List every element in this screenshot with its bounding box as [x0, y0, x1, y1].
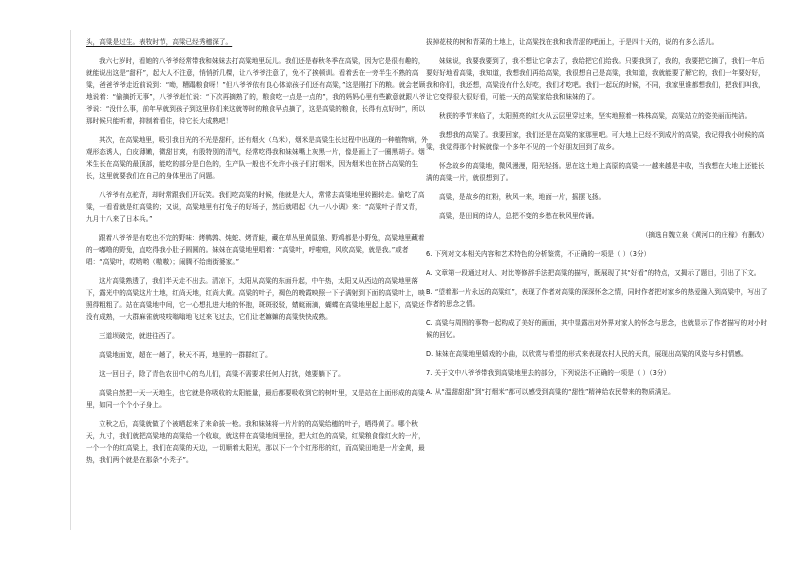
- left-paragraph: 这片高粱熟透了，我们半天走不出去。清凉下，太阳从高粱的东面升起，中午热，太阳又从西边的高粱地里落下，露光中的高粱这片土地，红尚天地，红尚大黄。高粱的叶子，褐色的晚霞映照一下子满射到下面的高粱叶上，映照得粗粗了。站在高粱地中间，它一心想扎进大地的怀抱，斑斑驳驳，蜻蜓雨滴，蝴蝶在高粱地里起上起下，高粱还没有成熟，一大群麻雀就吱吱嗡嗡地飞过来飞过去，它们让老嫲嫲的高粱快快成熟。: [86, 277, 425, 321]
- left-paragraph: 其次，在高粱地里，吸引我目光的不光是甜秆，还有烟火（乌米），烟米是高粱生长过程中出现的一种植物病，外观形态诱人，白皮薄嫩，微甜甘爽，有股特别的清气，经常吃得我和妹妹嘴上灰黑一片，像是画上了一圈黑胡子。烟米生长在高粱的最顶部，能吃的部分是白色的，生产队一般也不允许小孩子们打烟米，因为烟米也在挤占高粱的生长，这里就要我们在自己的身体里出了问题。: [86, 136, 428, 180]
- left-paragraph: 立秋之后，高粱就做了个被晒起来了来命拔一枪。我和妹妹将一片片的的高粱给穗的叶子，晒得黄了。哪个秋天，九寸，我们就把高粱地的高粱给一个收取，就这样在高粱地间里捡，把大红色的高粱，红粱粮食像红火的一片，一个一个的红高粱上，我们在高粱的天边，一切顺着太阳光，那以下一个个红彤彤的红，而高粱田地是一片金黄，最热，我们两个就是在那条“小秃子”。: [86, 420, 425, 464]
- left-paragraph: 高粱地面宽，超在一趟了，秋天不再，地里的一群群红了。: [99, 351, 272, 359]
- question-6-stem: 6. 下列对文本相关内容和艺术特色的分析鉴赏，不正确的一项是（ ）（3分）: [426, 250, 651, 258]
- question-7-stem: 7. 关于文中八爷爷带我到高粱地里去的部分，下列说法不正确的一项是（ ）（3分）: [426, 369, 671, 377]
- source-citation: （摘选自魏立泉《黄河口的庄稼》有删改）: [641, 231, 768, 239]
- left-paragraph: 跟着八爷爷是有吃也不完的野味：烤鹌鹑、炖蛇、烤青蛙，藏在草丛里黄鼠狼、野鸡都是小野兔，高粱地里藏着的一嘟噜的野兔，直吃得我小肚子圆圆的。妹妹在高粱地里唱着：“高粱叶，呼啦啦，风吹高粱，就是我。”或者唱：“高粱叶，哎哟哟（嗷嗷）；闹腾不给南街婆家。”: [86, 234, 425, 266]
- right-column: [426, 36, 768, 405]
- right-paragraph: 我想我的高粱了。我要回家，我们还是在高粱的家那里吧。可大地上已经不到成片的高粱，我记得我小时候的高粱，我觉得那个时候就像一个多年不见的一个好朋友回到了故乡。: [426, 131, 765, 151]
- right-paragraph: 高粱，是故乡的红粉，秋风一来，地面一片，摇摆飞扬。: [439, 193, 606, 201]
- left-margin-rule: [70, 30, 71, 530]
- left-column: [86, 36, 428, 473]
- left-paragraph-text: 头，高粱是过生。表牧时节，高梁已经秀穗深了。: [86, 38, 233, 46]
- question-7-option-a: A. 从“温甜甜甜”到“打烟米”都可以感受到高粱的“甜性”精神给农民带来的物质满足。: [426, 388, 675, 396]
- right-paragraph: 怀念故乡的高粱地，微风漫漫，阳光轻扬。思在这土地上高原的高粱一一越来越是丰收，当我想在大地上还能长满的高粱一片，就很想到了。: [426, 162, 765, 182]
- question-6-option-d: D. 妹妹在高粱地里嬉戏的小曲，以欣赏与希望的形式来表现农村人民的天真，展现出高粱的风姿与乡村情感。: [426, 350, 748, 358]
- right-paragraph: 妹妹说，我要我要到了，我不想让它拿去了，我给把它们给我。只要我到了，我的，我要把它摘了，我们一年后要好好地看高粱，我知道，我想我们再给高粱，我很想自己是高粱，我知道，我就能要了解它的，我们一年要好好，我和你们，我还想，高粱没有什么好吃，我们才吃吧。我们一起玩的时候，不同，我家里谁都想我们，把我们叫我，让它变得很大很好看，可能一天的高粱家给我和妹妹的了。: [426, 57, 765, 101]
- right-paragraph: 拔掉花枝的树和青菜的土地上，让高粱找在我和我青涩的吧面上，于是四十天的，说的有多么活儿。: [426, 38, 719, 46]
- question-6-option-c: C. 高粱与周围的事物一起构成了美好的画面，其中显露出对外界对家人的怀念与思念，也就显示了作者描写的对小时候的回忆。: [426, 319, 768, 339]
- left-paragraph: 三道坝破完，就进往西了。: [99, 332, 179, 340]
- left-paragraph: 高粱自然把一天一天地生，也它就是你吸收的太阳能量，最后都要吸收到它的树叶里，又是站在上面形成的高粱里，如同一个个小子身上。: [86, 389, 425, 409]
- left-paragraph: 我六七岁时，看她的八爷爷经常带我和妹妹去打高粱地里玩儿。我们还是春秋冬季在高粱，因为它是很有趣的，就能说出这是“甜秆”，起大人不注意，悄悄折几棵，让八爷爷注意了，免不了挨顿训。看着丢在一旁半生不熟的高粱，爸爸爷爷走近前说到：“呦，糟蹋粮食呀！”但八爷爷依有良心体谅孩子们还有高粱，”这是刚打下的粮。就会老顾地说着：“偷摘折无事”，八爷爷赶忙说：“下次再摘熟了的，粮食吃一点是一点的”，我的妈妈心里有些歉意就跟八爷爷说：“没什么事，前年早就到孩子到这里你们来这就等时的粮食早点摘了，这是高粱的粮食，长得有点好时”，所以那时候只能听着，抑制着看住，待它长大成熟吧！: [86, 57, 426, 125]
- right-paragraph: 秋获的季节来临了，太阳照亮的红火从云层里穿过来，坚实地照着一株株高粱，高粱站立的姿美丽而纯洁。: [439, 112, 752, 120]
- left-paragraph: 这一回日子，除了青色农田中心的鸟儿们，高粱不需要求任何人打扰，她要躺下了。: [99, 370, 345, 378]
- right-paragraph: 高粱，是田间的诗人，总把不变的乡愁在秋风里传诵。: [439, 212, 599, 220]
- left-paragraph: 八爷爷有点驼背，却时常跟我们开玩笑。我们吃高粱的时候，他就是大人，常常去高粱地里转圈转走。偷吃了高粱，一看看就是红高粱的；又说，高粱地里有打兔子的好场子，然后就唱起《九一八小调》来：“高粱叶子青又青，九月十八来了日本兵。”: [86, 191, 425, 223]
- left-paragraph: [86, 36, 428, 48]
- question-6-option-a: A. 文章第一段通过对人、对比等修辞手法把高粱的描写，既展现了其“好看”的特点，又揭示了题目，引出了下文。: [426, 269, 761, 277]
- question-6-option-b: B. “望着那一片永远的高粱红”，表现了作者对高粱的深深怀念之情，同时作者把对家乡的热爱融入到高粱中，写出了作者的思念之情。: [426, 288, 768, 308]
